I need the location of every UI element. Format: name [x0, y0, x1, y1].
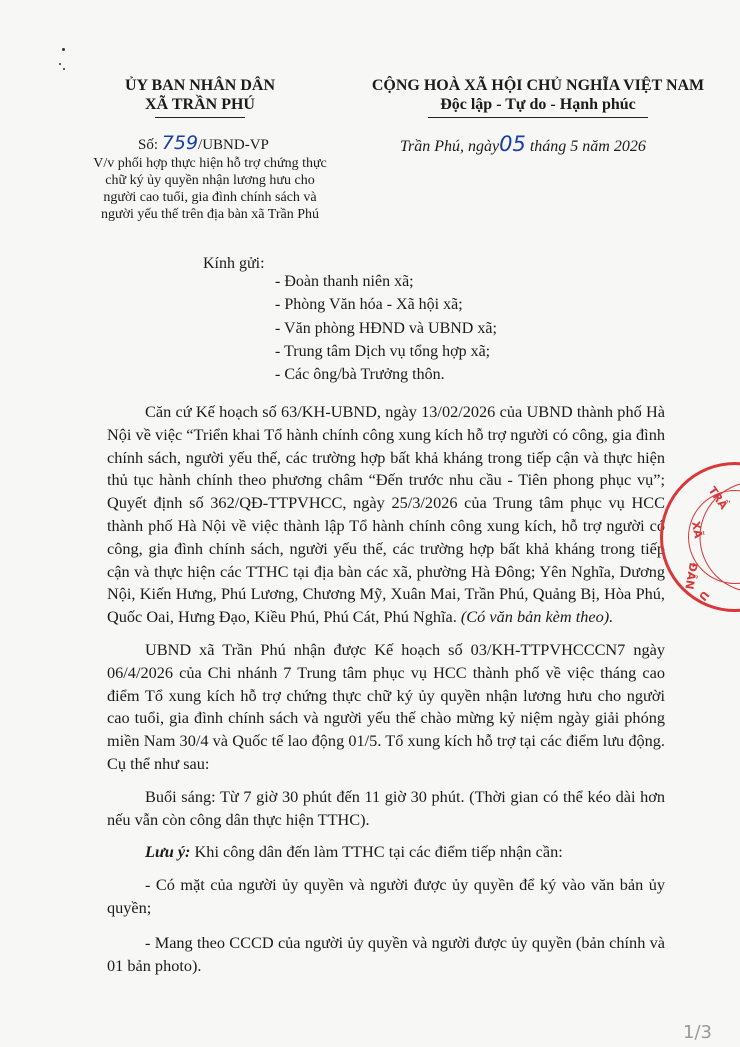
paragraph-plan: UBND xã Trần Phú nhận được Kế hoạch số 03/KH-TTPVHCCCN7 ngày 06/4/2026 của Chi nhánh 7 Trung tâm phục vụ HCC thành phố về việc tháng cao điểm Tổ xung kích hỗ trợ chứng thực chữ ký ủy quyền nhận lương hưu cho người cao tuổi, gia đình chính sách và người yếu thế chào mừng kỷ niệm ngày giải phóng miền Nam 30/4 và Quốc tế lao động 01/5. Tổ xung kích hỗ trợ tại các điểm lưu động. Cụ thể như sau: [107, 639, 665, 773]
document-date [400, 132, 646, 156]
note-line [107, 841, 665, 864]
date-suffix: tháng 5 năm 2026 [529, 138, 646, 155]
motto-underline [428, 117, 648, 118]
paragraph-schedule: Buổi sáng: Từ 7 giờ 30 phút đến 11 giờ 30 phút. (Thời gian có thể kéo dài hơn nếu vẫn còn công dân thực hiện TTHC). [107, 786, 665, 829]
handwritten-day: 05 [499, 132, 526, 156]
handwritten-number: 759 [161, 132, 199, 154]
kinh-gui-label: Kính gửi: [203, 255, 265, 272]
recipient-item: - Văn phòng HĐND và UBND xã; [275, 319, 497, 337]
scan-speck [59, 63, 61, 65]
issuer-line1: ỦY BAN NHÂN DÂN [124, 77, 276, 94]
document-body [107, 401, 665, 977]
paragraph-basis-text: Căn cứ Kế hoạch số 63/KH-UBND, ngày 13/02/2026 của UBND thành phố Hà Nội về việc “Triển khai Tổ hành chính công xung kích hỗ trợ người có công, gia đình chính sách, người yếu thế, các trường hợp bất khả kháng trong tiếp cận và thực hiện thủ tục hành chính theo phương châm “Đến trước nhu cầu - Tiên phong phục vụ”; Quyết định số 362/QĐ-TTPVHCC, ngày 25/3/2026 của Trung tâm phục vụ HCC thành phố Hà Nội về việc thành lập Tổ hành chính công xung kích, hỗ trợ người có công, gia đình chính sách, người yếu thế, các trường hợp bất khả kháng trong tiếp cận và thực hiện các TTHC tại địa bàn các xã, phường Hà Đông; Yên Nghĩa, Dương Nội, Kiến Hưng, Phú Lương, Chương Mỹ, Xuân Mai, Trần Phú, Quảng Bị, Hòa Phú, Quốc Oai, Hưng Đạo, Kiều Phú, Phú Cát, Phú Nghĩa. [107, 402, 665, 627]
svg-text:U: U [695, 588, 712, 604]
seal-lettering-graphic [680, 462, 740, 612]
scan-speck [62, 48, 65, 51]
national-title: CỘNG HOÀ XÃ HỘI CHỦ NGHĨA VIỆT NAM [371, 77, 705, 94]
bullet-item: - Có mặt của người ủy quyền và người được ủy quyền để ký vào văn bản ủy quyền; [107, 875, 665, 917]
recipient-item: - Đoàn thanh niên xã; [275, 273, 414, 290]
note-text: Khi công dân đến làm TTHC tại các điểm tiếp nhận cần: [190, 842, 563, 862]
scan-speck [63, 68, 65, 70]
note-label: Lưu ý: [145, 842, 191, 862]
svg-text:TRẦ: TRẦ [705, 484, 731, 512]
issuer-header [95, 76, 305, 114]
recipient-item: - Phòng Văn hóa - Xã hội xã; [275, 296, 463, 314]
paragraph-basis [107, 401, 665, 629]
document-number [138, 132, 269, 154]
subject-line: V/v phối hợp thực hiện hỗ trợ chứng thực chữ ký ủy quyền nhận lương hưu cho người cao tuổi, gia đình chính sách và người yếu thế trên địa bàn xã Trần Phú [93, 156, 327, 222]
attachment-note: (Có văn bản kèm theo). [460, 607, 614, 627]
bullet-item: - Mang theo CCCD của người ủy quyền và người được ủy quyền (bản chính và 01 bản photo). [107, 932, 665, 975]
number-suffix: /UBND-VP [198, 137, 269, 153]
issuer-underline [155, 117, 245, 118]
date-prefix: Trần Phú, ngày [400, 138, 500, 155]
page-indicator: 1/3 [683, 1022, 712, 1043]
number-prefix: Số: [138, 137, 159, 153]
issuer-line2: XÃ TRẦN PHÚ [145, 96, 255, 113]
national-motto: Độc lập - Tự do - Hạnh phúc [440, 96, 636, 113]
national-header [358, 76, 718, 114]
recipient-item: - Các ông/bà Trưởng thôn. [275, 366, 445, 384]
recipient-list [275, 270, 497, 386]
svg-text:XÃ: XÃ [689, 520, 705, 540]
recipient-item: - Trung tâm Dịch vụ tổng hợp xã; [275, 342, 491, 360]
svg-text:ĐÂN: ĐÂN [682, 561, 700, 591]
